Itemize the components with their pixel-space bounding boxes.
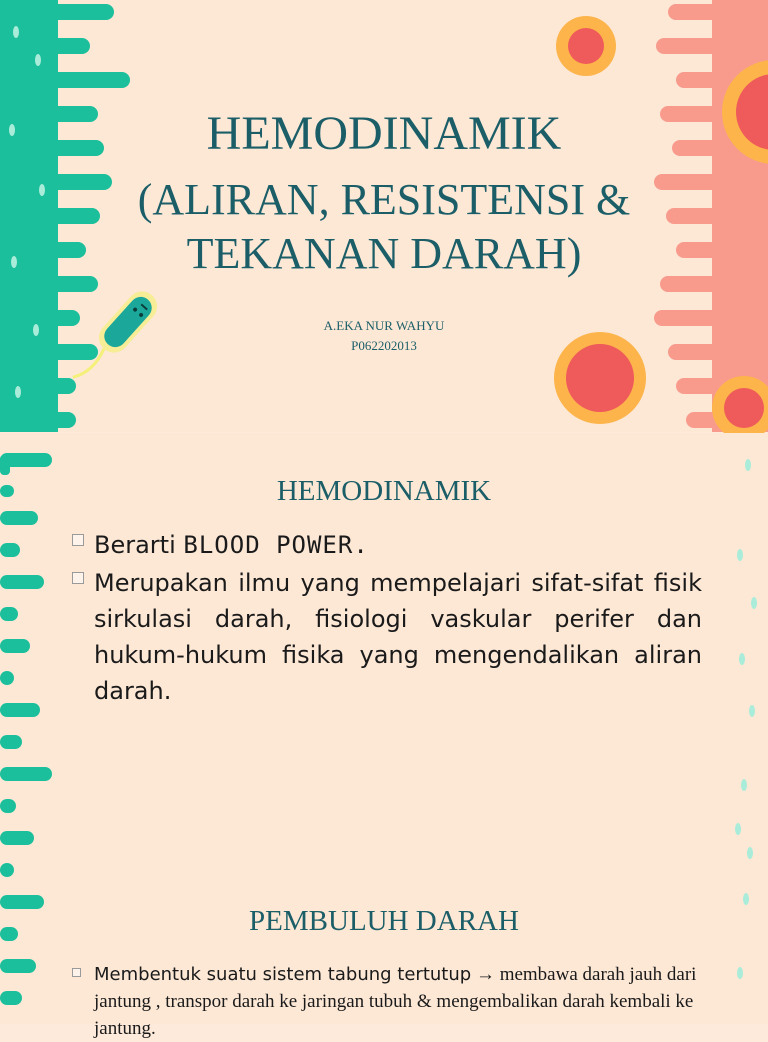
list-item xyxy=(72,527,702,563)
bullet-serif-text: → membawa darah jauh dari jantung , transpor darah ke jaringan tubuh & mengembalikan darah kembali ke jantung. xyxy=(94,964,697,1039)
bullet-sans-text: Membentuk suatu sistem tabung tertutup xyxy=(94,964,472,985)
bullet-list-2 xyxy=(72,961,706,1042)
list-item xyxy=(72,961,706,1042)
title-slide xyxy=(0,0,768,432)
title-line-3: TEKANAN DARAH) xyxy=(186,229,582,278)
bullet-box-icon xyxy=(72,572,84,584)
bullet-prefix: Berarti xyxy=(94,531,184,559)
right-dots xyxy=(735,459,757,979)
title-line-1: HEMODINAMIK xyxy=(206,107,562,160)
bullet-text: Merupakan ilmu yang mempelajari sifat-sifat fisik sirkulasi darah, fisiologi vaskular perifer dan hukum-hukum fisika yang mengendalikan aliran darah. xyxy=(94,569,702,705)
bullet-emphasis: BLOOD POWER. xyxy=(183,531,369,559)
title-line-2: (ALIRAN, RESISTENSI & xyxy=(137,175,631,224)
bullet-box-icon xyxy=(72,968,81,977)
bullet-list xyxy=(72,527,702,709)
section-heading: PEMBULUH DARAH xyxy=(249,905,519,937)
slide-heading: HEMODINAMIK xyxy=(276,475,492,507)
author-name: A.EKA NUR WAHYU xyxy=(323,318,445,333)
bullet-box-icon xyxy=(72,534,84,546)
list-item xyxy=(72,565,702,709)
content-slide xyxy=(0,433,768,1039)
author-id: P062202013 xyxy=(351,338,417,353)
